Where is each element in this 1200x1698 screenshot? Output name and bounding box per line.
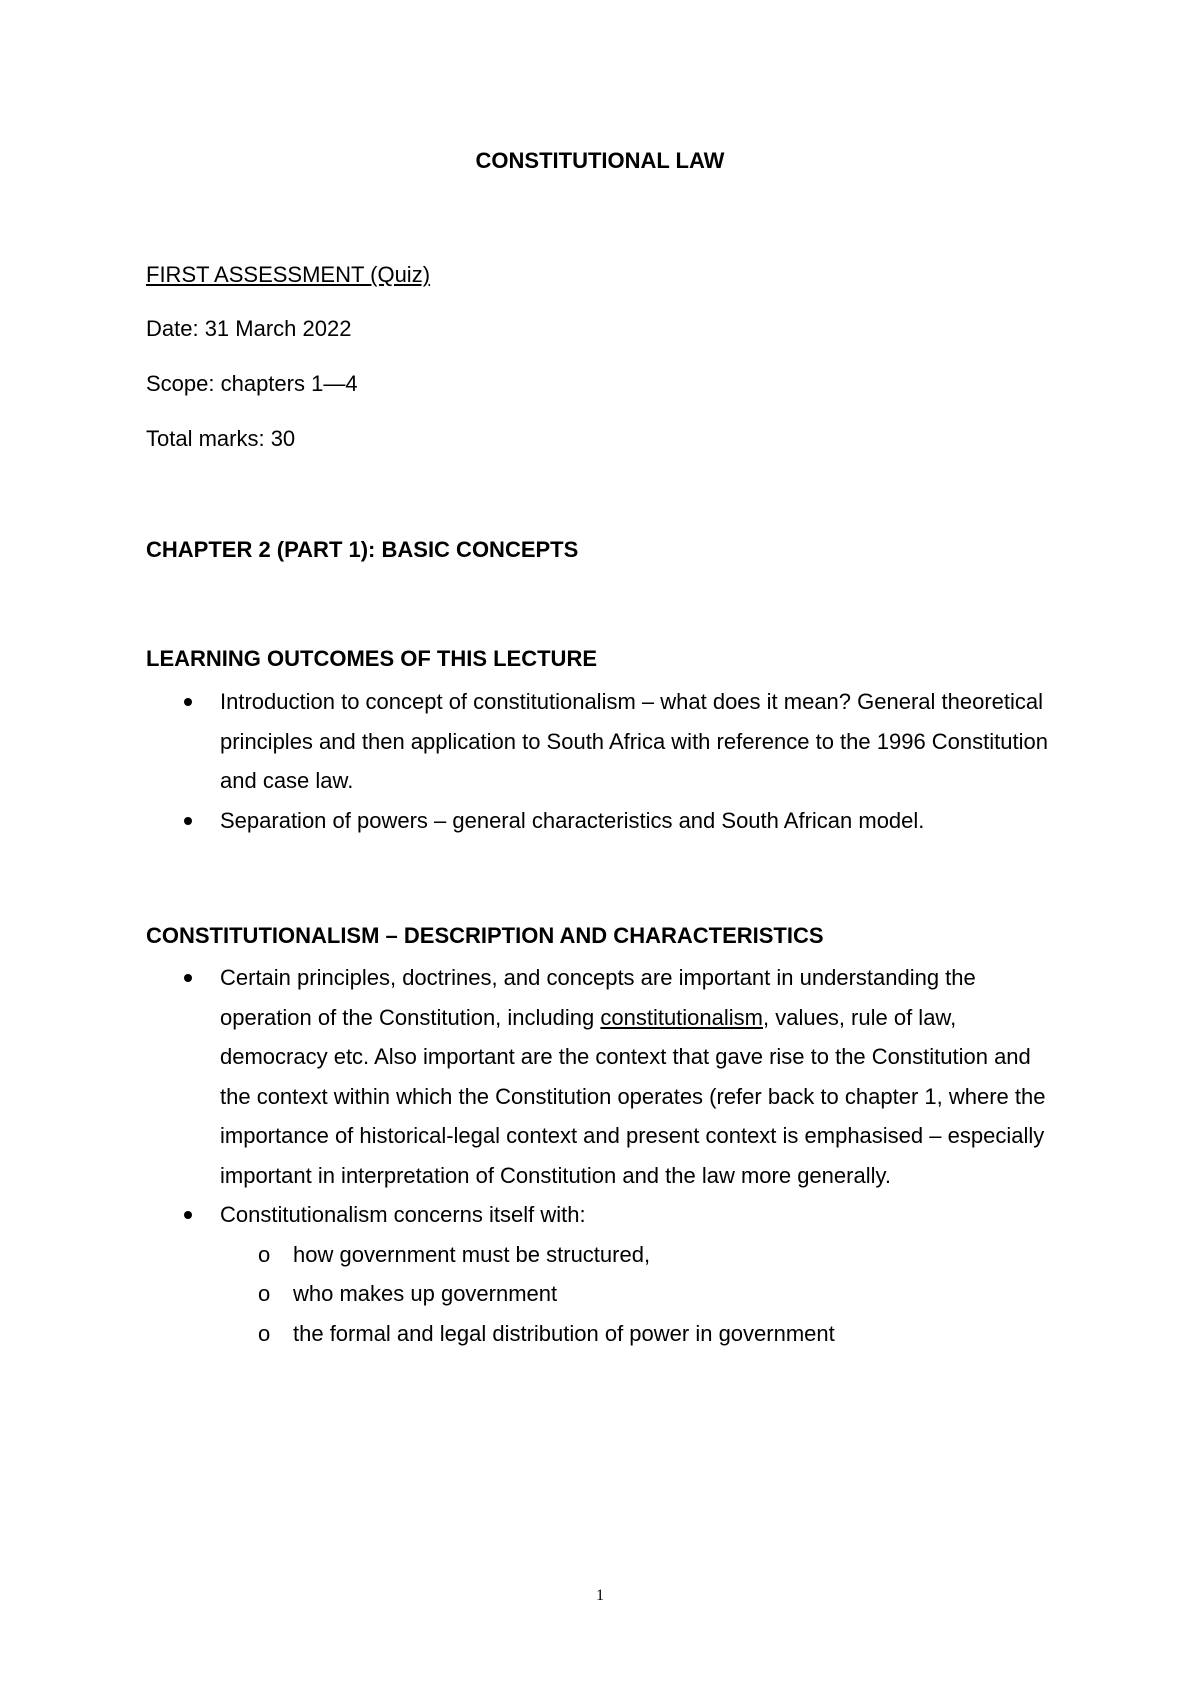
constitutionalism-heading: CONSTITUTIONALISM – DESCRIPTION AND CHARACTERISTICS	[146, 923, 824, 948]
list-item-text: Separation of powers – general characteristics and South African model.	[220, 807, 925, 833]
bullet-icon	[184, 817, 192, 825]
assessment-heading: FIRST ASSESSMENT (Quiz)	[146, 262, 431, 287]
text-span: Certain principles, doctrines, and concepts are important in understanding the operation of the Constitution, including	[220, 965, 976, 1030]
circle-bullet-icon: o	[258, 1241, 271, 1267]
list-item	[146, 682, 1065, 801]
list-item	[146, 1195, 1065, 1353]
list-item-text: Constitutionalism concerns itself with:	[220, 1202, 586, 1227]
sub-list-item-text: who makes up government	[293, 1281, 558, 1306]
sub-list-item	[220, 1314, 1065, 1354]
list-item	[146, 958, 1065, 1195]
circle-bullet-icon: o	[258, 1281, 271, 1306]
list-item-text: Introduction to concept of constitutionalism – what does it mean? General theoretical principles and then application to South Africa with reference to the 1996 Constitution and case law.	[220, 689, 1048, 793]
bullet-icon	[184, 974, 192, 982]
sub-list-item-text: how government must be structured,	[293, 1241, 651, 1267]
underlined-term: constitutionalism	[600, 1004, 763, 1030]
sub-list-item-text: the formal and legal distribution of power in government	[293, 1320, 835, 1346]
assessment-scope: Scope: chapters 1—4	[146, 371, 358, 396]
assessment-total-marks: Total marks: 30	[146, 426, 296, 451]
text-span: , values, rule of law, democracy etc. Also important are the context that gave rise to the Constitution and the context within which the Constitution operates (refer back to chapter 1, where the importance of historical-legal context and present context is emphasised – especially important in interpretation of Constitution and the law more generally.	[220, 1004, 1046, 1188]
list-item	[146, 801, 1065, 841]
sub-list-item	[220, 1274, 1065, 1314]
sub-list-item	[220, 1235, 1065, 1275]
learning-outcomes-heading: LEARNING OUTCOMES OF THIS LECTURE	[146, 646, 597, 671]
document-title: CONSTITUTIONAL LAW	[475, 148, 725, 173]
learning-outcomes-list	[146, 682, 1065, 840]
circle-bullet-icon: o	[258, 1320, 271, 1346]
constitutionalism-list	[146, 958, 1065, 1353]
bullet-icon	[184, 698, 192, 706]
bullet-icon	[184, 1211, 192, 1219]
assessment-date: Date: 31 March 2022	[146, 316, 352, 341]
list-item-text	[220, 958, 1065, 1195]
page-number: 1	[596, 1587, 604, 1604]
chapter-heading: CHAPTER 2 (PART 1): BASIC CONCEPTS	[146, 537, 579, 562]
sub-list	[220, 1235, 1065, 1354]
